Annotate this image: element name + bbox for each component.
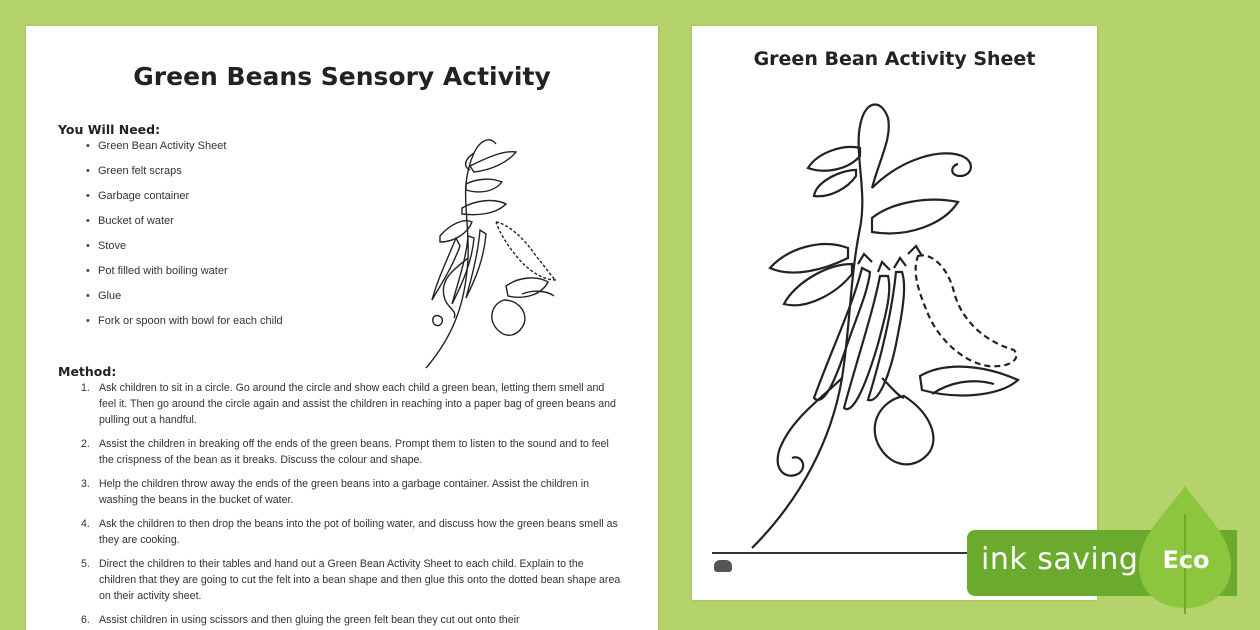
list-item: • Green Bean Activity Sheet <box>98 139 283 164</box>
brand-logo-icon <box>714 560 732 572</box>
list-item <box>81 476 621 508</box>
step-number: 3. <box>81 478 90 490</box>
bean-plant-large-icon <box>732 78 1072 558</box>
step-text: Help the children throw away the ends of the green beans into a garbage container. Assist the children in washing the beans in the bucket of water. <box>99 478 589 506</box>
list-item <box>81 612 621 628</box>
method-steps <box>81 380 621 630</box>
list-item <box>81 380 621 428</box>
step-text: Assist children in using scissors and then gluing the green felt bean they cut out onto their <box>99 614 520 626</box>
list-item: • Bucket of water <box>98 214 283 239</box>
step-number: 2. <box>81 438 90 450</box>
step-text: Direct the children to their tables and hand out a Green Bean Activity Sheet to each child. Explain to the children that they are going to cut the felt into a bean shape and then glue this onto the dotted bean shape area on their activity sheet. <box>99 558 621 602</box>
materials-list <box>98 139 283 339</box>
list-item: • Fork or spoon with bowl for each child <box>98 314 283 339</box>
activity-sheet-page <box>692 26 1097 600</box>
list-item: • Green felt scraps <box>98 164 283 189</box>
bean-plant-small-icon <box>396 118 576 378</box>
list-item <box>81 556 621 604</box>
list-item <box>81 436 621 468</box>
list-item: • Glue <box>98 289 283 314</box>
step-number: 6. <box>81 614 90 626</box>
list-item: • Stove <box>98 239 283 264</box>
step-text: Ask children to sit in a circle. Go around the circle and show each child a green bean, letting them smell and feel it. Then go around the circle again and assist the children in reaching into a paper bag of green beans and pulling out a handful. <box>99 382 616 426</box>
you-will-need-heading: You Will Need: <box>58 122 161 137</box>
list-item: • Garbage container <box>98 189 283 214</box>
list-item: • Pot filled with boiling water <box>98 264 283 289</box>
step-number: 5. <box>81 558 90 570</box>
step-number: 1. <box>81 382 90 394</box>
eco-label: Eco <box>1162 546 1210 574</box>
sheet-title: Green Bean Activity Sheet <box>753 48 1036 70</box>
list-item <box>81 516 621 548</box>
page-title: Green Beans Sensory Activity <box>133 62 551 91</box>
step-number: 4. <box>81 518 90 530</box>
ink-saving-label: ink saving <box>981 542 1139 577</box>
activity-instructions-page <box>26 26 658 630</box>
step-text: Ask the children to then drop the beans into the pot of boiling water, and discuss how the green beans smell as they are cooking. <box>99 518 618 546</box>
step-text: Assist the children in breaking off the ends of the green beans. Prompt them to listen to the sound and to feel the crispness of the bean as it breaks. Discuss the colour and shape. <box>99 438 609 466</box>
method-heading: Method: <box>58 364 117 379</box>
